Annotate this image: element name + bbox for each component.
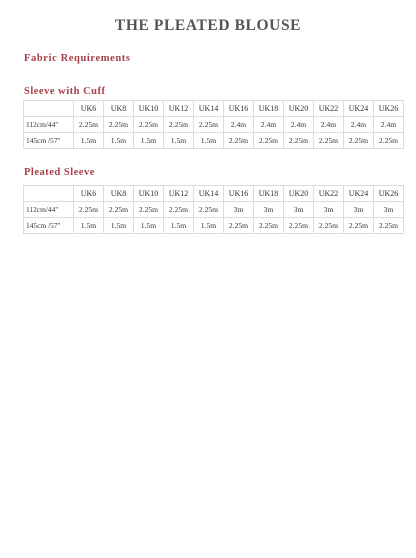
column-header: UK18 [254, 186, 284, 202]
column-header: UK14 [194, 101, 224, 117]
row-label: 145cm /57" [24, 218, 74, 234]
table-cell: 1.5m [104, 133, 134, 149]
table-cell: 2.25m [104, 202, 134, 218]
table-cell: 2.25m [314, 133, 344, 149]
table-cell: 1.5m [194, 218, 224, 234]
table-cell: 2.25m [374, 218, 404, 234]
table-cell: 3m [254, 202, 284, 218]
table-cell: 2.25m [134, 202, 164, 218]
table-cell: 1.5m [134, 133, 164, 149]
table-cell: 2.25m [254, 218, 284, 234]
row-label: 112cm/44" [24, 117, 74, 133]
table-cell: 2.25m [284, 218, 314, 234]
table-cell: 2.25m [134, 117, 164, 133]
table-cell: 2.25m [194, 202, 224, 218]
table-cell: 2.4m [254, 117, 284, 133]
table-cell: 2.4m [314, 117, 344, 133]
table-cell: 1.5m [164, 218, 194, 234]
table-cell: 3m [344, 202, 374, 218]
column-header: UK6 [74, 101, 104, 117]
table-cell: 1.5m [134, 218, 164, 234]
column-header: UK18 [254, 101, 284, 117]
table-cell: 2.4m [374, 117, 404, 133]
table-cell: 2.25m [254, 133, 284, 149]
table-cell: 1.5m [74, 133, 104, 149]
column-header: UK26 [374, 186, 404, 202]
table-cell: 2.4m [224, 117, 254, 133]
column-header: UK8 [104, 101, 134, 117]
table-cell: 3m [284, 202, 314, 218]
table-cell: 2.25m [284, 133, 314, 149]
table-corner-cell [24, 101, 74, 117]
column-header: UK16 [224, 101, 254, 117]
column-header: UK6 [74, 186, 104, 202]
table-cell: 2.25m [314, 218, 344, 234]
column-header: UK20 [284, 186, 314, 202]
table-cell: 1.5m [74, 218, 104, 234]
table-row [24, 133, 404, 149]
row-label: 112cm/44" [24, 202, 74, 218]
table-cell: 2.25m [194, 117, 224, 133]
section-heading-sleeve-with-cuff: Sleeve with Cuff [24, 86, 106, 97]
column-header: UK12 [164, 186, 194, 202]
table-cell: 2.4m [284, 117, 314, 133]
column-header: UK20 [284, 101, 314, 117]
column-header: UK14 [194, 186, 224, 202]
table-cell: 1.5m [194, 133, 224, 149]
column-header: UK24 [344, 101, 374, 117]
table-cell: 2.25m [74, 202, 104, 218]
table-cell: 2.25m [374, 133, 404, 149]
column-header: UK22 [314, 186, 344, 202]
table-row [24, 117, 404, 133]
page-title: THE PLEATED BLOUSE [114, 17, 302, 34]
column-header: UK24 [344, 186, 374, 202]
table-cell: 3m [374, 202, 404, 218]
column-header: UK8 [104, 186, 134, 202]
column-header: UK12 [164, 101, 194, 117]
table-cell: 2.4m [344, 117, 374, 133]
column-header: UK16 [224, 186, 254, 202]
table-cell: 1.5m [164, 133, 194, 149]
column-header: UK26 [374, 101, 404, 117]
table-cell: 2.25m [344, 133, 374, 149]
row-label: 145cm /57" [24, 133, 74, 149]
table-cell: 2.25m [224, 218, 254, 234]
column-header: UK10 [134, 186, 164, 202]
table-cell: 2.25m [224, 133, 254, 149]
sleeve-with-cuff-table [23, 100, 404, 149]
section-heading-pleated-sleeve: Pleated Sleeve [24, 167, 95, 178]
table-cell: 2.25m [104, 117, 134, 133]
table-corner-cell [24, 186, 74, 202]
pleated-sleeve-table [23, 185, 404, 234]
table-cell: 3m [224, 202, 254, 218]
table-cell: 1.5m [104, 218, 134, 234]
table-cell: 2.25m [344, 218, 374, 234]
column-header: UK10 [134, 101, 164, 117]
table-cell: 2.25m [74, 117, 104, 133]
table-row [24, 202, 404, 218]
table-header-row [24, 101, 404, 117]
table-cell: 2.25m [164, 117, 194, 133]
fabric-requirements-heading: Fabric Requirements [24, 53, 131, 64]
column-header: UK22 [314, 101, 344, 117]
table-header-row [24, 186, 404, 202]
table-cell: 3m [314, 202, 344, 218]
table-row [24, 218, 404, 234]
table-cell: 2.25m [164, 202, 194, 218]
